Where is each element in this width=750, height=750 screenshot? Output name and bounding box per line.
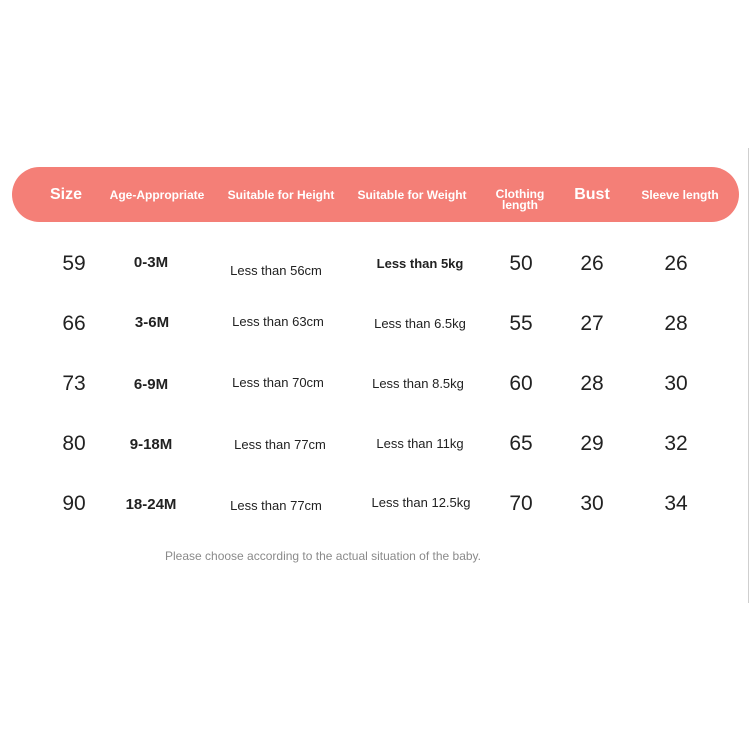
cell-bust: 28 [580,372,604,395]
table-row [0,246,750,286]
cell-weight: Less than 5kg [376,256,464,271]
header-bust: Bust [574,185,610,203]
header-clothing-length: Clothing length [495,186,545,212]
cell-height: Less than 77cm [230,498,322,513]
cell-size: 80 [62,432,86,455]
cell-sleeve-length: 34 [664,492,688,515]
cell-weight: Less than 6.5kg [374,316,466,331]
size-advice-note: Please choose according to the actual situation of the baby. [165,549,481,563]
cell-sleeve-length: 28 [664,312,688,335]
cell-height: Less than 77cm [234,437,326,452]
header-sleeve-length: Sleeve length [641,187,719,202]
cell-size: 73 [62,372,86,395]
table-row [0,486,750,526]
cell-age: 0-3M [133,254,169,271]
cell-height: Less than 63cm [232,314,324,329]
cell-bust: 29 [580,432,604,455]
cell-weight: Less than 8.5kg [372,376,464,391]
cell-sleeve-length: 26 [664,252,688,275]
table-row [0,426,750,466]
table-row [0,366,750,406]
cell-clothing-length: 65 [509,432,533,455]
header-weight: Suitable for Weight [357,187,467,202]
cell-weight: Less than 12.5kg [371,495,471,510]
cell-age: 6-9M [133,376,169,393]
cell-age: 3-6M [134,314,170,331]
cell-weight: Less than 11kg [376,436,464,451]
header-height: Suitable for Height [227,187,335,202]
table-row [0,306,750,346]
cell-clothing-length: 55 [509,312,533,335]
cell-size: 66 [62,312,86,335]
cell-age: 9-18M [129,436,173,453]
cell-sleeve-length: 30 [664,372,688,395]
cell-age: 18-24M [125,496,177,513]
cell-clothing-length: 70 [509,492,533,515]
cell-bust: 26 [580,252,604,275]
cell-bust: 27 [580,312,604,335]
header-age: Age-Appropriate [109,187,205,202]
cell-bust: 30 [580,492,604,515]
cell-height: Less than 70cm [232,375,324,390]
size-chart-header [12,167,739,222]
cell-clothing-length: 60 [509,372,533,395]
cell-height: Less than 56cm [230,263,322,278]
cell-size: 59 [62,252,86,275]
cell-size: 90 [62,492,86,515]
cell-sleeve-length: 32 [664,432,688,455]
cell-clothing-length: 50 [509,252,533,275]
header-size: Size [49,185,83,203]
